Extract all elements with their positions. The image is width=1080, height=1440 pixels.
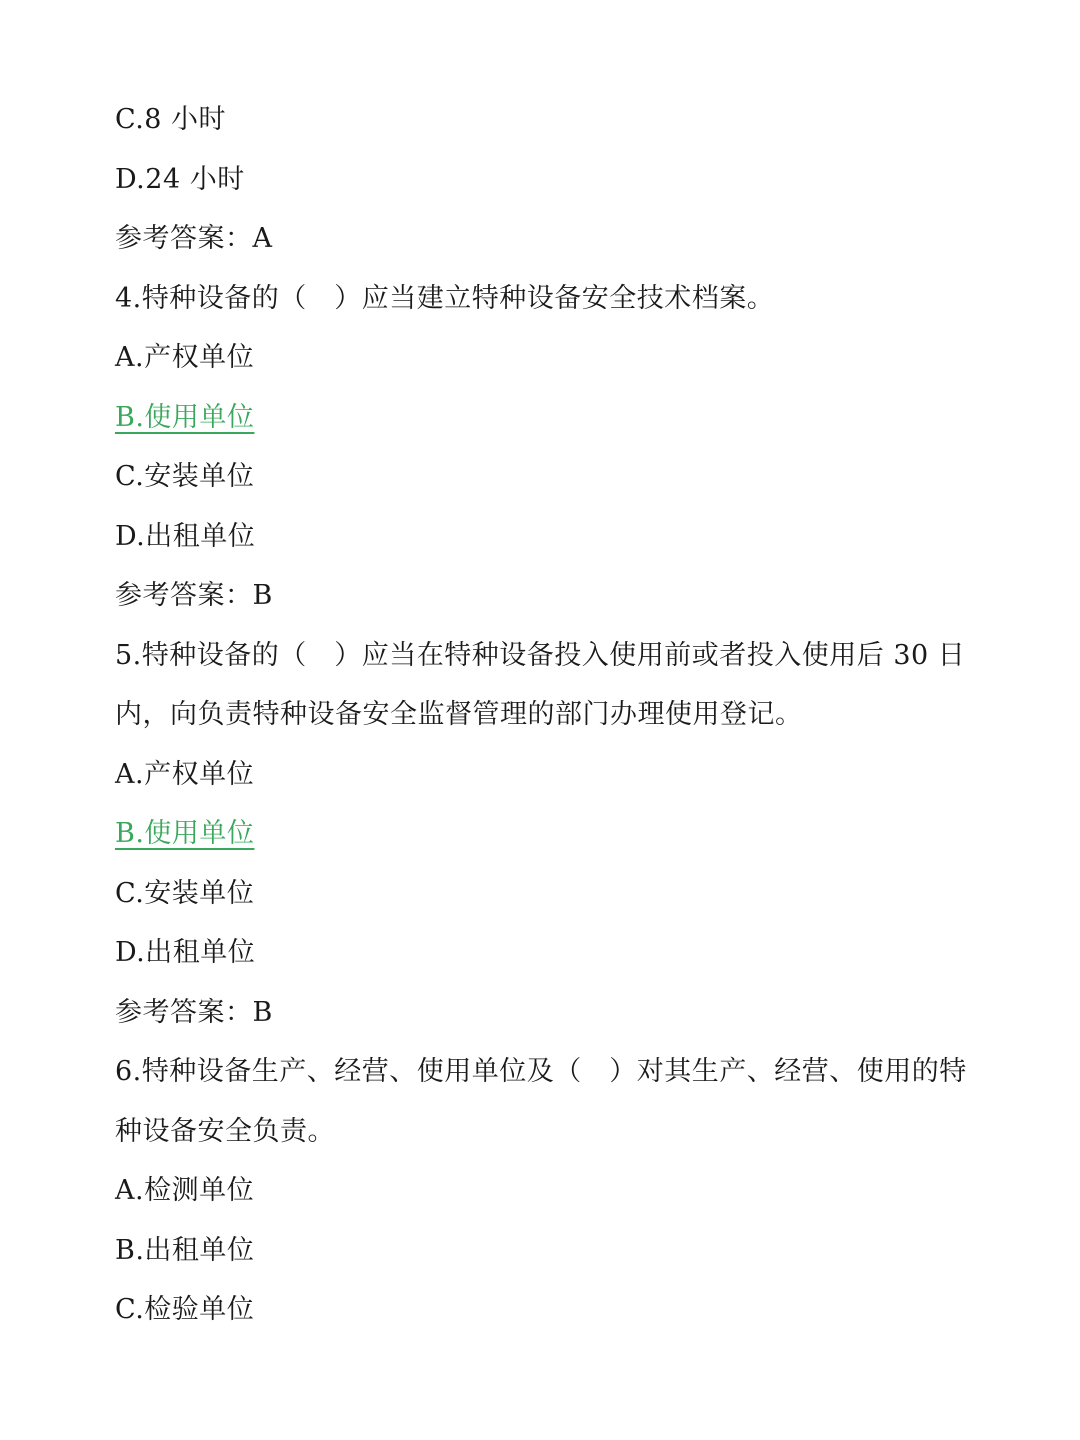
reference-answer-q4: 参考答案：B xyxy=(115,580,273,611)
option-c-q4: C.安装单位 xyxy=(115,461,255,492)
option-c-q6: C.检验单位 xyxy=(115,1294,255,1325)
option-d-q3: D.24 小时 xyxy=(115,163,245,195)
question-6-line-1: 6.特种设备生产、经营、使用单位及（ ）对其生产、经营、使用的特 xyxy=(115,1056,967,1087)
option-a-q5: A.产权单位 xyxy=(115,758,255,790)
option-c-q5: C.安装单位 xyxy=(115,877,255,909)
option-b-q4-correct: B.使用单位 xyxy=(115,401,255,433)
reference-answer-q5: 参考答案：B xyxy=(115,996,273,1028)
question-5-line-1: 5.特种设备的（ ）应当在特种设备投入使用前或者投入使用后 30 日 xyxy=(115,639,966,671)
option-c-q3: C.8 小时 xyxy=(115,104,227,135)
reference-answer-q3: 参考答案：A xyxy=(115,223,273,254)
question-4: 4.特种设备的（ ）应当建立特种设备安全技术档案。 xyxy=(115,282,775,314)
option-a-q6: A.检测单位 xyxy=(115,1175,255,1206)
option-b-q5-correct: B.使用单位 xyxy=(115,818,255,849)
option-b-q6: B.出租单位 xyxy=(115,1234,255,1266)
question-5-line-2: 内，向负责特种设备安全监督管理的部门办理使用登记。 xyxy=(115,699,803,730)
option-a-q4: A.产权单位 xyxy=(115,342,255,373)
question-6-line-2: 种设备安全负责。 xyxy=(115,1115,335,1147)
option-d-q5: D.出租单位 xyxy=(115,937,256,968)
option-d-q4: D.出租单位 xyxy=(115,520,256,552)
